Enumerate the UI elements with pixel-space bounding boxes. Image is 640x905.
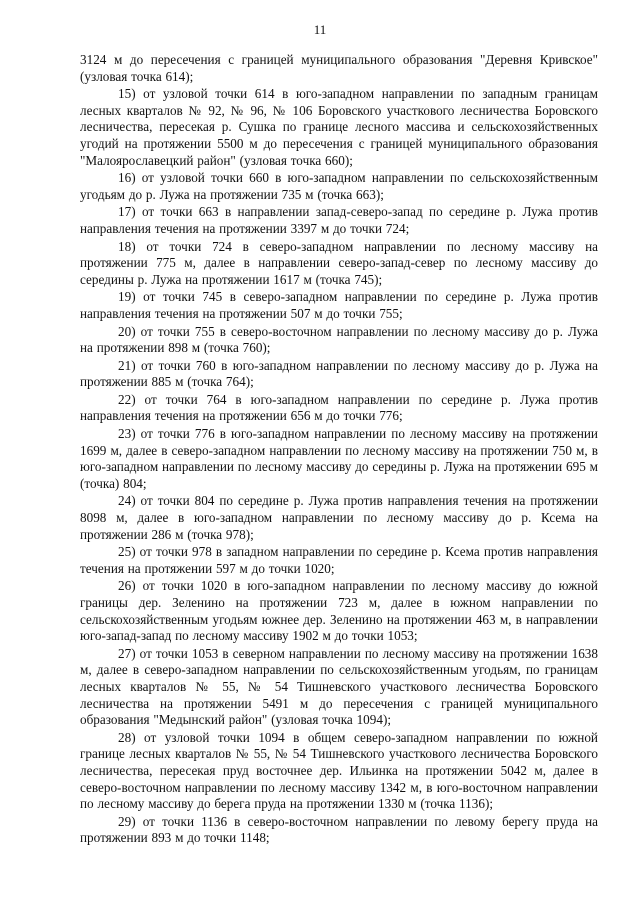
paragraph-item-18: 18) от точки 724 в северо-западном направлении по лесному массиву на протяжении 775 м, далее в направлении северо-запад-север по лесному массиву до середины р. Лужа на протяжении 1617 м (точка 745);	[80, 238, 598, 287]
paragraph-item-19: 19) от точки 745 в северо-западном направлении по середине р. Лужа против направления течения на протяжении 507 м до точки 755;	[80, 289, 598, 321]
paragraph-item-28: 28) от узловой точки 1094 в общем северо-западном направлении по южной границе лесных кварталов № 55, № 54 Тишневского участкового лесничества Боровского лесничества, пересекая пруд восточнее дер. Ильинка на протяжении 5042 м, далее в северо-восточном направлении по лесному массиву 1342 м, в юго-восточном направлении по лесному массиву до берега пруда на протяжении 1330 м (точка 1136);	[80, 729, 598, 812]
paragraph-item-15: 15) от узловой точки 614 в юго-западном направлении по западным границам лесных кварталов № 92, № 96, № 106 Боровского участкового лесничества Боровского лесничества, пересекая р. Сушка по границе лесного массива и сельскохозяйственных угодий на протяжении 5500 м до пересечения с границей муниципального образования "Малоярославецкий район" (узловая точка 660);	[80, 86, 598, 168]
paragraph-item-16: 16) от узловой точки 660 в юго-западном направлении по сельскохозяйственным угодьям до р. Лужа на протяжении 735 м (точка 663);	[80, 170, 598, 202]
paragraph-item-24: 24) от точки 804 по середине р. Лужа против направления течения на протяжении 8098 м, далее в юго-западном направлении по лесному массиву до р. Ксема на протяжении 286 м (точка 978);	[80, 493, 598, 542]
paragraph-item-17: 17) от точки 663 в направлении запад-северо-запад по середине р. Лужа против направления течения на протяжении 3397 м до точки 724;	[80, 204, 598, 236]
page-number: 11	[313, 22, 327, 37]
paragraph-item-21: 21) от точки 760 в юго-западном направлении по лесному массиву до р. Лужа на протяжении 885 м (точка 764);	[80, 357, 598, 390]
document-body	[80, 52, 598, 848]
paragraph-item-20: 20) от точки 755 в северо-восточном направлении по лесному массиву до р. Лужа на протяжении 898 м (точка 760);	[80, 323, 598, 356]
paragraph-item-23: 23) от точки 776 в юго-западном направлении по лесному массиву на протяжении 1699 м, далее в северо-западном направлении по лесному массиву на протяжении 750 м, в юго-западном направлении по лесному массиву до середины р. Лужа на протяжении 695 м (точка) 804;	[80, 426, 598, 491]
paragraph-item-26: 26) от точки 1020 в юго-западном направлении по лесному массиву до южной границы дер. Зеленино на протяжении 723 м, далее в южном направлении по сельскохозяйственным угодьям южнее дер. Зеленино на протяжении 463 м, в направлении юго-запад-запад по лесному массиву 1902 м до точки 1053;	[80, 578, 598, 644]
paragraph-item-22: 22) от точки 764 в юго-западном направлении по середине р. Лужа против направления течения на протяжении 656 м до точки 776;	[80, 391, 598, 424]
paragraph-item-25: 25) от точки 978 в западном направлении по середине р. Ксема против направления течения на протяжении 597 м до точки 1020;	[80, 544, 598, 576]
paragraph-item-29: 29) от точки 1136 в северо-восточном направлении по левому берегу пруда на протяжении 893 м до точки 1148;	[80, 813, 598, 846]
paragraph-item-27: 27) от точки 1053 в северном направлении по лесному массиву на протяжении 1638 м, далее в северо-западном направлении по сельскохозяйственным угодьям, по границам лесных кварталов № 55, № 54 Тишневского участкового лесничества Боровского лесничества на протяжении 5491 м до пересечения с границей муниципального образования "Медынский район" (узловая точка 1094);	[80, 645, 598, 728]
paragraph-continued: 3124 м до пересечения с границей муниципального образования "Деревня Кривское" (узловая точка 614);	[80, 52, 598, 84]
